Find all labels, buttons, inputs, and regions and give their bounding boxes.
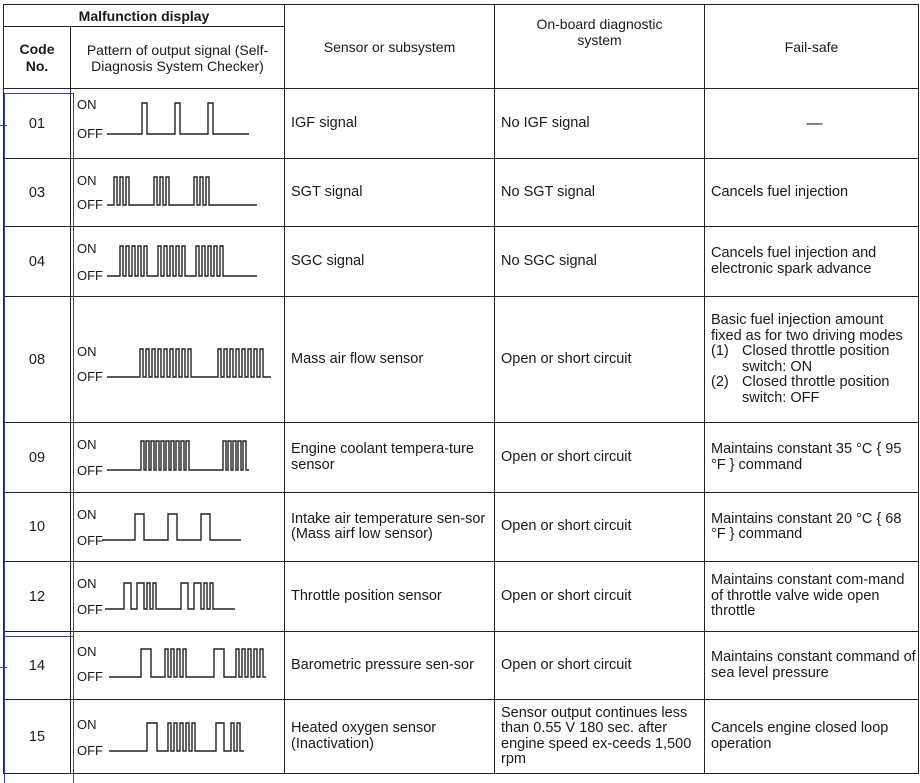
obd-header: On-board diagnostic system [495,5,705,89]
signal-pattern [71,493,285,562]
on-label: ON [77,717,97,732]
malfunction-table [3,4,919,774]
signal-pattern [71,159,285,227]
signal-pattern [71,700,285,774]
pulse-waveform-01 [71,89,285,159]
off-label: OFF [77,268,103,283]
code-cell: 04 [4,227,71,297]
pattern-header: Pattern of output signal (Self-Diagnosis System Checker) [71,27,285,89]
failsafe-header: Fail-safe [705,5,919,89]
code-cell: 14 [4,632,71,700]
pulse-waveform-15 [71,700,285,774]
pulse-waveform-09 [71,423,285,493]
malfunction-display-header: Malfunction display [4,5,285,27]
pulse-waveform-08 [71,297,285,423]
signal-pattern [71,632,285,700]
on-label: ON [77,437,97,452]
off-label: OFF [77,197,103,212]
list-text: Closed throttle position switch: ON [742,343,890,375]
obd-cell: No SGT signal [495,159,705,227]
sensor-cell: Engine coolant tempera-ture sensor [285,423,495,493]
failsafe-cell: — [705,89,919,159]
marker-tick [0,125,7,126]
on-label: ON [77,576,97,591]
selection-marker [4,636,74,783]
on-label: ON [77,507,97,522]
sensor-cell: Intake air temperature sen-sor (Mass airf low sensor) [285,493,495,562]
code-cell: 08 [4,297,71,423]
list-item [711,344,918,375]
marker-tick [0,667,7,668]
table-row [4,562,919,632]
signal-pattern [71,297,285,423]
obd-cell: Sensor output continues less than 0.55 V 180 sec. after engine speed ex-ceeds 1,500 rpm [495,700,705,774]
off-label: OFF [77,126,103,141]
off-label: OFF [77,369,103,384]
failsafe-cell: Cancels fuel injection and electronic spark advance [705,227,919,297]
pulse-waveform-12 [71,562,285,632]
code-header: Code No. [4,27,71,89]
table-row [4,89,919,159]
table-row [4,700,919,774]
list-text: Closed throttle position switch: OFF [742,374,890,406]
signal-pattern [71,227,285,297]
on-label: ON [77,344,97,359]
sensor-cell: IGF signal [285,89,495,159]
obd-cell: No IGF signal [495,89,705,159]
table-row [4,632,919,700]
table-row [4,297,919,423]
pulse-line [107,246,257,276]
off-label: OFF [77,743,103,758]
obd-cell: Open or short circuit [495,297,705,423]
code-cell: 12 [4,562,71,632]
sensor-cell: SGT signal [285,159,495,227]
pulse-line [107,349,271,377]
pulse-waveform-14 [71,632,285,700]
pulse-line [107,441,249,470]
off-label: OFF [77,463,103,478]
off-label: OFF [77,533,103,548]
obd-cell: No SGC signal [495,227,705,297]
sensor-cell: SGC signal [285,227,495,297]
obd-cell: Open or short circuit [495,493,705,562]
list-number: (2) [711,374,729,390]
table-row [4,227,919,297]
sensor-header: Sensor or subsystem [285,5,495,89]
code-cell: 09 [4,423,71,493]
signal-pattern [71,562,285,632]
failsafe-text: Basic fuel injection amount fixed as for two driving modes [711,312,903,344]
on-label: ON [77,644,97,659]
code-cell: 10 [4,493,71,562]
on-label: ON [77,173,97,188]
pulse-waveform-10 [71,493,285,562]
pulse-line [107,177,257,205]
failsafe-cell: Maintains constant command of sea level pressure [705,632,919,700]
signal-pattern [71,89,285,159]
table-row [4,159,919,227]
pulse-waveform-03 [71,159,285,227]
on-label: ON [77,241,97,256]
table-row [4,493,919,562]
sensor-cell: Mass air flow sensor [285,297,495,423]
off-label: OFF [77,669,103,684]
on-label: ON [77,97,97,112]
code-cell: 15 [4,700,71,774]
failsafe-cell: Maintains constant com-mand of throttle valve wide open throttle [705,562,919,632]
failsafe-cell: Cancels fuel injection [705,159,919,227]
failsafe-cell [705,297,919,423]
code-cell: 01 [4,89,71,159]
sensor-cell: Barometric pressure sen-sor [285,632,495,700]
sensor-cell: Throttle position sensor [285,562,495,632]
off-label: OFF [77,602,103,617]
list-number: (1) [711,343,729,359]
failsafe-cell: Maintains constant 35 °C { 95 °F } command [705,423,919,493]
signal-pattern [71,423,285,493]
failsafe-list [711,344,918,406]
table-row [4,423,919,493]
pulse-waveform-04 [71,227,285,297]
obd-cell: Open or short circuit [495,423,705,493]
obd-cell: Open or short circuit [495,562,705,632]
failsafe-cell: Cancels engine closed loop operation [705,700,919,774]
list-item [711,375,918,406]
failsafe-cell: Maintains constant 20 °C { 68 °F } command [705,493,919,562]
obd-cell: Open or short circuit [495,632,705,700]
code-cell: 03 [4,159,71,227]
sensor-cell: Heated oxygen sensor (Inactivation) [285,700,495,774]
